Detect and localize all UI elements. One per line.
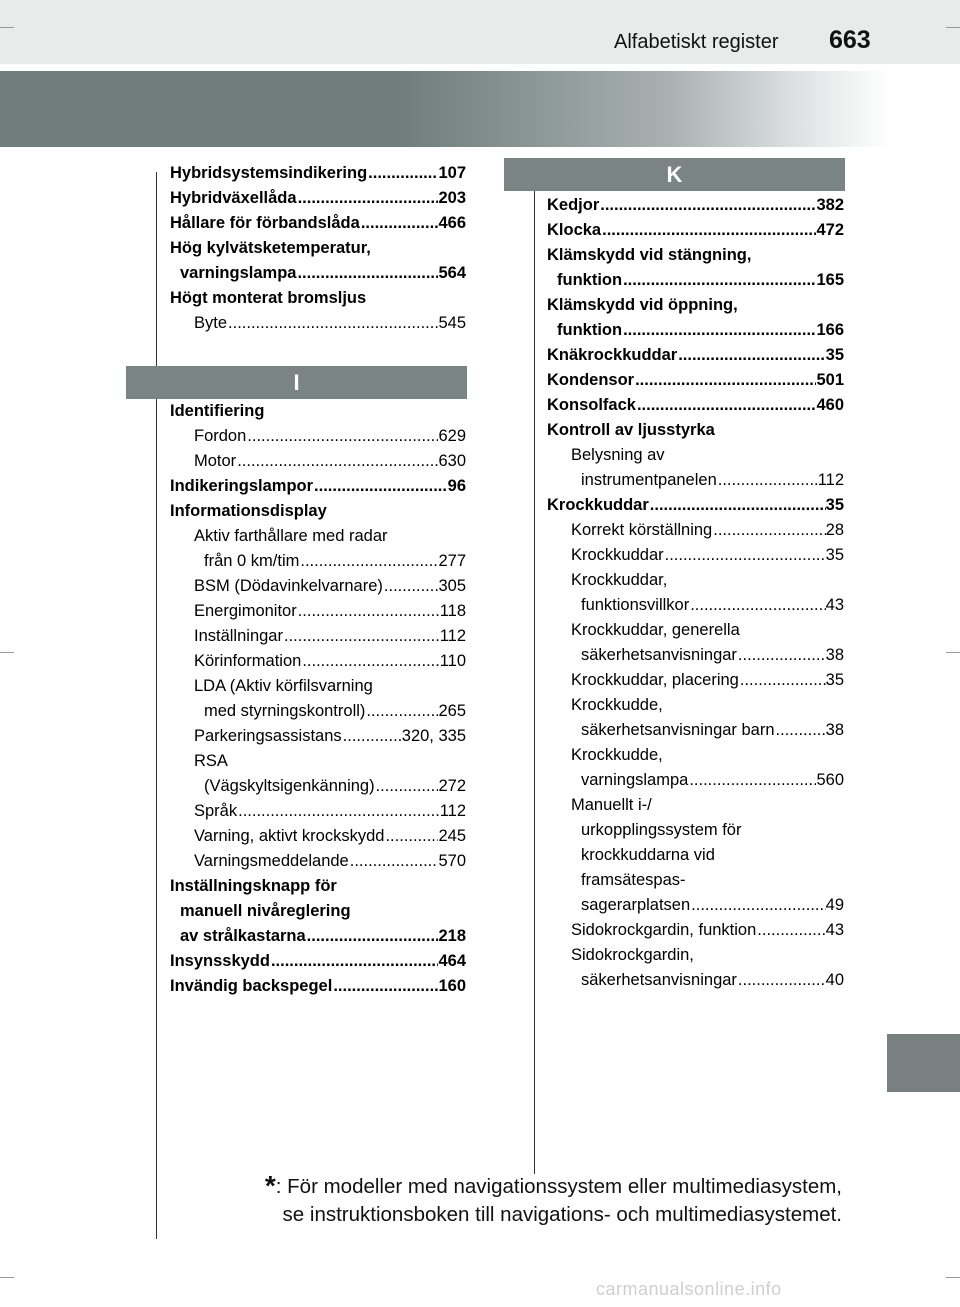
index-entry-text: krockkuddarna vid bbox=[581, 846, 715, 864]
index-entry-text: Inställningar bbox=[194, 627, 283, 645]
dot-leader bbox=[383, 574, 439, 599]
index-entry[interactable] bbox=[547, 193, 844, 218]
index-entry-text: Byte bbox=[194, 314, 228, 332]
index-entry-text: säkerhetsanvisningar bbox=[581, 971, 737, 989]
index-entry[interactable] bbox=[170, 974, 466, 999]
index-entry-page[interactable]: 49 bbox=[825, 896, 844, 914]
index-entry-text: Energimonitor bbox=[194, 602, 297, 620]
dot-leader bbox=[360, 211, 439, 236]
index-entry[interactable] bbox=[547, 893, 844, 918]
index-list-h bbox=[170, 161, 466, 336]
index-entry-text: Klocka bbox=[547, 221, 602, 239]
index-entry-text: Invändig backspegel bbox=[170, 977, 333, 995]
index-entry-text: Krockkuddar bbox=[547, 496, 649, 514]
index-entry[interactable] bbox=[547, 218, 844, 243]
dot-leader bbox=[622, 318, 816, 343]
dot-leader bbox=[717, 468, 818, 493]
dot-leader bbox=[649, 493, 826, 518]
index-entry-text: Hållare för förbandslåda bbox=[170, 214, 360, 232]
index-entry[interactable] bbox=[170, 261, 466, 286]
index-entry bbox=[547, 293, 844, 318]
index-entry[interactable] bbox=[547, 318, 844, 343]
index-entry-text: Klämskydd vid öppning, bbox=[547, 296, 738, 314]
index-entry-text: funktionsvillkor bbox=[581, 596, 690, 614]
dot-leader bbox=[756, 918, 825, 943]
index-entry bbox=[170, 899, 466, 924]
index-entry bbox=[547, 418, 844, 443]
index-entry[interactable] bbox=[170, 599, 466, 624]
dot-leader bbox=[739, 668, 826, 693]
index-entry[interactable] bbox=[547, 968, 844, 993]
dot-leader bbox=[737, 968, 826, 993]
index-entry-page[interactable]: 35 bbox=[825, 346, 844, 364]
index-entry bbox=[547, 693, 844, 718]
index-entry-text: Fordon bbox=[194, 427, 247, 445]
index-entry-page[interactable]: 118 bbox=[439, 602, 466, 620]
index-entry-page[interactable]: 43 bbox=[825, 596, 844, 614]
dot-leader bbox=[349, 849, 439, 874]
dot-leader bbox=[384, 824, 438, 849]
index-entry-page[interactable]: 570 bbox=[438, 852, 466, 870]
index-entry[interactable] bbox=[170, 924, 466, 949]
index-entry-page[interactable]: 466 bbox=[438, 214, 466, 232]
index-entry-page[interactable]: 218 bbox=[438, 927, 466, 945]
footnote-line-2: se instruktionsboken till navigations- och multimediasystemet. bbox=[282, 1203, 842, 1226]
index-entry-text: Kedjor bbox=[547, 196, 600, 214]
dot-leader bbox=[712, 518, 825, 543]
dot-leader bbox=[634, 368, 816, 393]
index-entry bbox=[547, 868, 844, 893]
index-entry-text: Varning, aktivt krockskydd bbox=[194, 827, 385, 845]
index-entry[interactable] bbox=[547, 768, 844, 793]
index-entry-page[interactable]: 630 bbox=[438, 452, 466, 470]
index-entry-text: Parkeringsassistans bbox=[194, 727, 342, 745]
index-entry[interactable] bbox=[170, 724, 466, 749]
dot-leader bbox=[365, 699, 438, 724]
index-entry-text: Sidokrockgardin, funktion bbox=[571, 921, 757, 939]
dot-leader bbox=[297, 186, 439, 211]
index-entry[interactable] bbox=[547, 493, 844, 518]
dot-leader bbox=[367, 161, 438, 186]
index-entry-text: (Vägskyltsigenkänning) bbox=[204, 777, 375, 795]
watermark[interactable]: carmanualsonline.info bbox=[596, 1279, 782, 1299]
dot-leader bbox=[737, 643, 826, 668]
index-entry[interactable] bbox=[170, 161, 466, 186]
index-entry-page[interactable]: 28 bbox=[825, 521, 844, 539]
index-entry-page[interactable]: 107 bbox=[438, 164, 466, 182]
index-entry-text: Krockkuddar bbox=[571, 546, 664, 564]
index-entry-text: säkerhetsanvisningar bbox=[581, 646, 737, 664]
dot-leader bbox=[301, 649, 439, 674]
index-entry[interactable] bbox=[547, 718, 844, 743]
dot-leader bbox=[689, 593, 825, 618]
index-entry-page[interactable]: 460 bbox=[816, 396, 844, 414]
index-entry-page[interactable]: 35 bbox=[825, 496, 844, 514]
index-entry[interactable] bbox=[170, 624, 466, 649]
index-entry bbox=[170, 524, 466, 549]
index-entry-text: Krockkuddar, generella bbox=[571, 621, 740, 639]
index-entry[interactable] bbox=[170, 211, 466, 236]
index-entry-text: sagerarplatsen bbox=[581, 896, 691, 914]
footnote bbox=[252, 1172, 842, 1229]
header-bar bbox=[0, 0, 960, 64]
index-entry-text: instrumentpanelen bbox=[581, 471, 717, 489]
index-entry[interactable] bbox=[170, 799, 466, 824]
dot-leader bbox=[622, 268, 816, 293]
dot-leader bbox=[246, 424, 438, 449]
index-entry-text: Klämskydd vid stängning, bbox=[547, 246, 752, 264]
index-entry[interactable] bbox=[547, 918, 844, 943]
index-entry bbox=[547, 843, 844, 868]
crop-mark bbox=[0, 27, 14, 28]
index-entry-page[interactable]: 320, 335 bbox=[401, 727, 466, 745]
dot-leader bbox=[332, 974, 438, 999]
index-entry-page[interactable]: 35 bbox=[825, 546, 844, 564]
index-entry-text: Kontroll av ljusstyrka bbox=[547, 421, 715, 439]
dot-leader bbox=[297, 599, 440, 624]
index-entry-text: Insynsskydd bbox=[170, 952, 270, 970]
index-entry[interactable] bbox=[170, 574, 466, 599]
index-entry[interactable] bbox=[547, 518, 844, 543]
index-entry[interactable] bbox=[547, 343, 844, 368]
index-entry-page[interactable]: 35 bbox=[825, 671, 844, 689]
dot-leader bbox=[237, 799, 440, 824]
index-entry[interactable] bbox=[547, 668, 844, 693]
index-entry-text: varningslampa bbox=[180, 264, 297, 282]
index-entry-page[interactable]: 110 bbox=[439, 652, 466, 670]
dot-leader bbox=[599, 193, 816, 218]
index-entry-text: Kondensor bbox=[547, 371, 635, 389]
index-entry-page[interactable]: 382 bbox=[816, 196, 844, 214]
index-entry bbox=[170, 874, 466, 899]
index-entry-text: Korrekt körställning bbox=[571, 521, 713, 539]
index-entry-text: av strålkastarna bbox=[180, 927, 306, 945]
index-entry-page[interactable]: 40 bbox=[825, 971, 844, 989]
thumb-index-tab[interactable] bbox=[887, 1034, 960, 1092]
index-entry-text: Inställningsknapp för bbox=[170, 877, 337, 895]
index-entry-page[interactable]: 245 bbox=[438, 827, 466, 845]
index-entry-text: RSA bbox=[194, 752, 228, 770]
letter-heading-i: I bbox=[126, 366, 467, 399]
index-entry-text: Informationsdisplay bbox=[170, 502, 327, 520]
dot-leader bbox=[677, 343, 825, 368]
page-number: 663 bbox=[829, 26, 871, 54]
crop-mark bbox=[946, 27, 960, 28]
footnote-line-1: : För modeller med navigationssystem eller multimediasystem, bbox=[275, 1175, 842, 1198]
index-entry-page[interactable]: 38 bbox=[825, 721, 844, 739]
index-entry-text: funktion bbox=[557, 271, 623, 289]
index-entry-text: Högt monterat bromsljus bbox=[170, 289, 367, 307]
index-entry[interactable] bbox=[170, 474, 466, 499]
dot-leader bbox=[270, 949, 439, 974]
index-entry-text: Hybridsystemsindikering bbox=[170, 164, 368, 182]
index-entry bbox=[547, 568, 844, 593]
index-entry-text: Hög kylvätsketemperatur, bbox=[170, 239, 371, 257]
index-entry-page[interactable]: 272 bbox=[438, 777, 466, 795]
index-entry-page[interactable]: 43 bbox=[825, 921, 844, 939]
index-entry[interactable] bbox=[170, 774, 466, 799]
index-entry[interactable] bbox=[170, 949, 466, 974]
index-entry-page[interactable]: 265 bbox=[438, 702, 466, 720]
dot-leader bbox=[636, 393, 817, 418]
dot-leader bbox=[227, 311, 438, 336]
index-entry-text: manuell nivåreglering bbox=[180, 902, 351, 920]
section-title: Alfabetiskt register bbox=[614, 31, 779, 53]
index-entry-text: Hybridväxellåda bbox=[170, 189, 297, 207]
index-entry[interactable] bbox=[547, 268, 844, 293]
crop-mark bbox=[946, 1277, 960, 1278]
index-entry-page[interactable]: 564 bbox=[438, 264, 466, 282]
index-entry-text: från 0 km/tim bbox=[204, 552, 300, 570]
crop-mark bbox=[0, 652, 14, 653]
index-entry[interactable] bbox=[547, 543, 844, 568]
index-entry[interactable] bbox=[170, 824, 466, 849]
index-entry[interactable] bbox=[170, 449, 466, 474]
index-entry bbox=[170, 236, 466, 261]
index-entry-page[interactable]: 38 bbox=[825, 646, 844, 664]
dot-leader bbox=[283, 624, 440, 649]
index-entry-page[interactable]: 112 bbox=[439, 802, 466, 820]
letter-heading-k: K bbox=[504, 158, 845, 191]
index-entry[interactable] bbox=[547, 643, 844, 668]
index-entry-text: Körinformation bbox=[194, 652, 302, 670]
index-entry bbox=[170, 286, 466, 311]
header-banner bbox=[0, 71, 890, 147]
index-entry-text: Aktiv farthållare med radar bbox=[194, 527, 388, 545]
index-entry-page[interactable]: 112 bbox=[439, 627, 466, 645]
index-entry-page[interactable]: 165 bbox=[816, 271, 844, 289]
index-entry-text: Krockkudde, bbox=[571, 746, 663, 764]
dot-leader bbox=[236, 449, 438, 474]
right-column-rule bbox=[534, 172, 535, 1174]
index-entry bbox=[547, 818, 844, 843]
index-entry-text: urkopplingssystem för bbox=[581, 821, 742, 839]
dot-leader bbox=[306, 924, 439, 949]
index-entry-text: Sidokrockgardin, bbox=[571, 946, 694, 964]
index-entry bbox=[170, 749, 466, 774]
dot-leader bbox=[601, 218, 816, 243]
index-entry[interactable] bbox=[170, 699, 466, 724]
index-entry bbox=[547, 443, 844, 468]
index-entry bbox=[547, 243, 844, 268]
index-entry-text: Indikeringslampor bbox=[170, 477, 314, 495]
index-entry[interactable] bbox=[170, 649, 466, 674]
left-column-rule bbox=[156, 172, 157, 1239]
index-entry-text: framsätespas- bbox=[581, 871, 686, 889]
dot-leader bbox=[375, 774, 439, 799]
dot-leader bbox=[775, 718, 826, 743]
index-entry-page[interactable]: 629 bbox=[438, 427, 466, 445]
index-entry-text: LDA (Aktiv körfilsvarning bbox=[194, 677, 373, 695]
index-entry-text: funktion bbox=[557, 321, 623, 339]
index-entry-text: varningslampa bbox=[581, 771, 689, 789]
index-entry bbox=[170, 674, 466, 699]
dot-leader bbox=[690, 893, 825, 918]
index-entry-page[interactable]: 277 bbox=[438, 552, 466, 570]
dot-leader bbox=[313, 474, 448, 499]
index-entry[interactable] bbox=[547, 393, 844, 418]
index-entry-text: Krockkudde, bbox=[571, 696, 663, 714]
index-entry-page[interactable]: 96 bbox=[447, 477, 466, 495]
index-entry-page[interactable]: 160 bbox=[438, 977, 466, 995]
index-entry[interactable] bbox=[170, 424, 466, 449]
index-entry-text: säkerhetsanvisningar barn bbox=[581, 721, 775, 739]
index-entry-text: med styrningskontroll) bbox=[204, 702, 366, 720]
index-entry[interactable] bbox=[170, 311, 466, 336]
index-entry bbox=[547, 618, 844, 643]
index-entry-text: Varningsmeddelande bbox=[194, 852, 349, 870]
index-entry-text: Knäkrockkuddar bbox=[547, 346, 678, 364]
index-list-i bbox=[170, 399, 466, 999]
index-entry-text: Språk bbox=[194, 802, 238, 820]
dot-leader bbox=[688, 768, 816, 793]
index-entry-page[interactable]: 545 bbox=[438, 314, 466, 332]
index-entry-page[interactable]: 472 bbox=[816, 221, 844, 239]
index-entry-page[interactable]: 166 bbox=[816, 321, 844, 339]
crop-mark bbox=[946, 652, 960, 653]
index-entry bbox=[170, 399, 466, 424]
index-entry[interactable] bbox=[170, 849, 466, 874]
index-entry[interactable] bbox=[547, 593, 844, 618]
index-entry-page[interactable]: 112 bbox=[817, 471, 844, 489]
index-entry[interactable] bbox=[547, 368, 844, 393]
index-entry-page[interactable]: 203 bbox=[438, 189, 466, 207]
index-entry-page[interactable]: 560 bbox=[816, 771, 844, 789]
index-entry bbox=[547, 743, 844, 768]
index-list-k bbox=[547, 193, 844, 993]
crop-mark bbox=[0, 1277, 14, 1278]
index-entry-page[interactable]: 305 bbox=[438, 577, 466, 595]
footnote-mark: * bbox=[264, 1170, 276, 1201]
dot-leader bbox=[342, 724, 402, 749]
index-entry[interactable] bbox=[170, 186, 466, 211]
index-entry bbox=[547, 793, 844, 818]
index-entry-text: Manuellt i-/ bbox=[571, 796, 652, 814]
index-entry-text: Krockkuddar, placering bbox=[571, 671, 739, 689]
index-entry-text: Konsolfack bbox=[547, 396, 636, 414]
index-entry-page[interactable]: 501 bbox=[816, 371, 844, 389]
index-entry bbox=[547, 943, 844, 968]
index-entry-text: Krockkuddar, bbox=[571, 571, 668, 589]
index-entry-text: Identifiering bbox=[170, 402, 265, 420]
dot-leader bbox=[664, 543, 826, 568]
index-entry[interactable] bbox=[547, 468, 844, 493]
index-entry-page[interactable]: 464 bbox=[438, 952, 466, 970]
index-entry-text: Motor bbox=[194, 452, 237, 470]
dot-leader bbox=[299, 549, 438, 574]
index-entry-text: Belysning av bbox=[571, 446, 665, 464]
index-entry-text: BSM (Dödavinkelvarnare) bbox=[194, 577, 383, 595]
index-entry[interactable] bbox=[170, 549, 466, 574]
index-entry bbox=[170, 499, 466, 524]
dot-leader bbox=[296, 261, 438, 286]
